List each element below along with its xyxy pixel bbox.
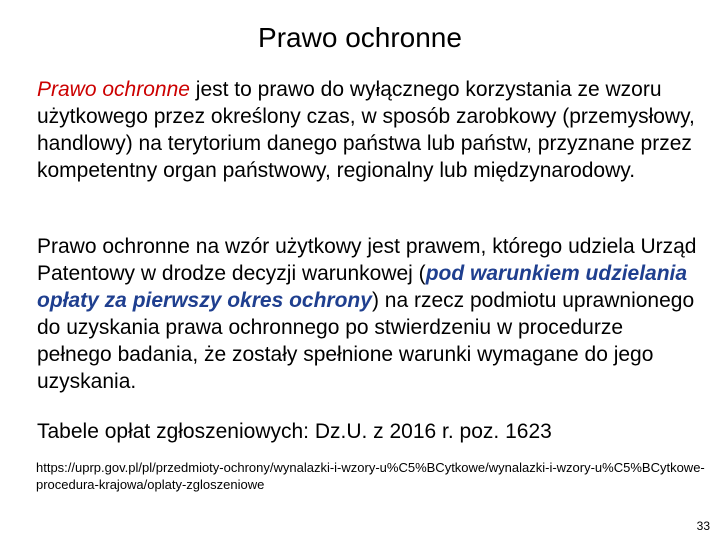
grant-paragraph [37,233,697,395]
defined-term: Prawo ochronne [37,78,190,101]
definition-text: jest to prawo do wyłącznego korzystania ze wzoru użytkowego przez określony czas, w sposób zarobkowy (przemysłowy, handlowy) na terytorium danego państwa lub państw, przyznane przez kompetentny organ państwowy, regionalny lub międzynarodowy. [37,78,695,182]
fee-tables-line: Tabele opłat zgłoszeniowych: Dz.U. z 2016 r. poz. 1623 [37,420,552,443]
slide-title: Prawo ochronne [258,22,462,53]
page-number: 33 [696,519,710,533]
definition-paragraph [37,76,697,184]
grant-condition-emphasis: pod warunkiem udzielania opłaty za pierwszy okres ochrony [37,262,688,312]
grant-text-after: ) na rzecz podmiotu uprawnionego do uzyskania prawa ochronnego po stwierdzeniu w procedurze pełnego badania, że zostały spełnione warunki wymagane do jego uzyskania. [37,289,695,393]
grant-text-before: Prawo ochronne na wzór użytkowy jest prawem, którego udziela Urząd Patentowy w drodze decyzji warunkowej ( [37,235,697,285]
source-url[interactable]: https://uprp.gov.pl/pl/przedmioty-ochrony/wynalazki-i-wzory-u%C5%BCytkowe/wynalazki-i-wzory-u%C5%BCytkowe-procedura-krajowa/oplaty-zgloszeniowe [36,460,705,492]
